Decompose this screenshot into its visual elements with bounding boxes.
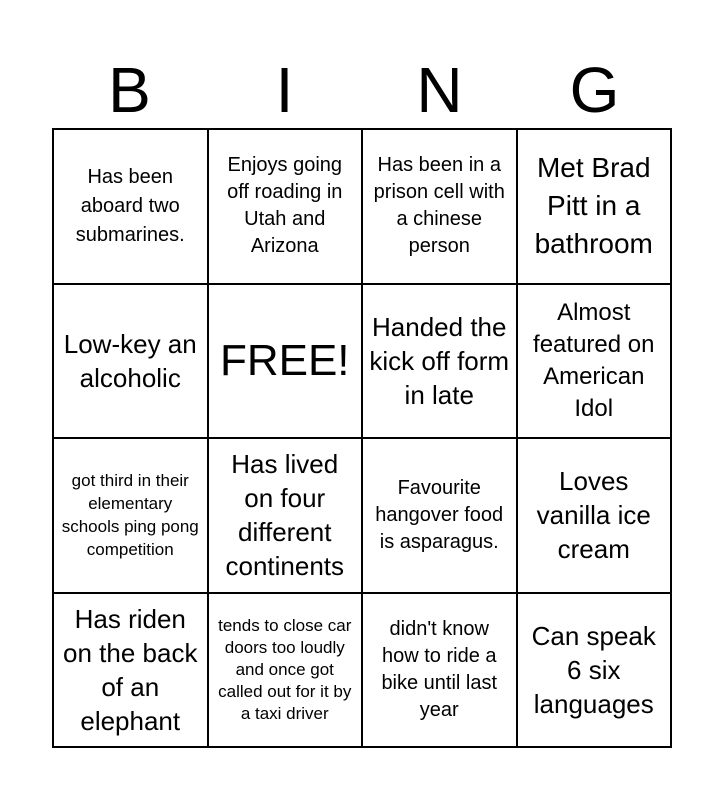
cell-text: tends to close car doors too loudly and once got called out for it by a taxi driver (218, 615, 352, 723)
cell-text: Has been in a prison cell with a chinese person (373, 154, 505, 258)
bingo-cell[interactable] (54, 439, 209, 594)
bingo-cell[interactable] (54, 594, 209, 749)
cell-text: Handed the kick off form in late (369, 311, 510, 410)
bingo-cell[interactable] (363, 130, 518, 285)
bingo-cell[interactable] (209, 594, 364, 749)
bingo-cell[interactable] (54, 130, 209, 285)
cell-text: Has been aboard two submarines. (75, 165, 185, 246)
cell-text: got third in their elementary schools ping pong competition (61, 471, 199, 560)
bingo-cell[interactable] (518, 130, 673, 285)
bingo-cell[interactable] (54, 285, 209, 440)
bingo-cell[interactable] (518, 594, 673, 749)
cell-text: Has riden on the back of an elephant (63, 603, 198, 736)
cell-text: Low-key an alcoholic (63, 328, 197, 393)
free-space-cell[interactable] (209, 285, 364, 440)
bingo-cell[interactable] (518, 285, 673, 440)
header-letter-b: B (108, 54, 151, 126)
bingo-cell[interactable] (209, 439, 364, 594)
bingo-board (52, 128, 672, 748)
bingo-cell[interactable] (518, 439, 673, 594)
bingo-cell[interactable] (363, 594, 518, 749)
header-letter-g: G (569, 54, 620, 126)
bingo-cell[interactable] (363, 439, 518, 594)
cell-text: Favourite hangover food is asparagus. (375, 476, 504, 553)
cell-text: Can speak 6 six languages (531, 620, 656, 719)
free-space-text: FREE! (219, 335, 350, 385)
bingo-cell[interactable] (209, 130, 364, 285)
bingo-header (52, 52, 672, 128)
cell-text: Almost featured on American Idol (533, 298, 655, 422)
cell-text: Met Brad Pitt in a bathroom (534, 152, 653, 260)
cell-text: didn't know how to ride a bike until last year (381, 617, 498, 721)
bingo-cell[interactable] (363, 285, 518, 440)
header-letter-i: I (275, 54, 294, 126)
cell-text: Has lived on four different continents (225, 449, 345, 582)
cell-text: Loves vanilla ice cream (536, 466, 651, 565)
header-letter-n: N (416, 54, 463, 126)
cell-text: Enjoys going off roading in Utah and Arizona (227, 154, 343, 258)
